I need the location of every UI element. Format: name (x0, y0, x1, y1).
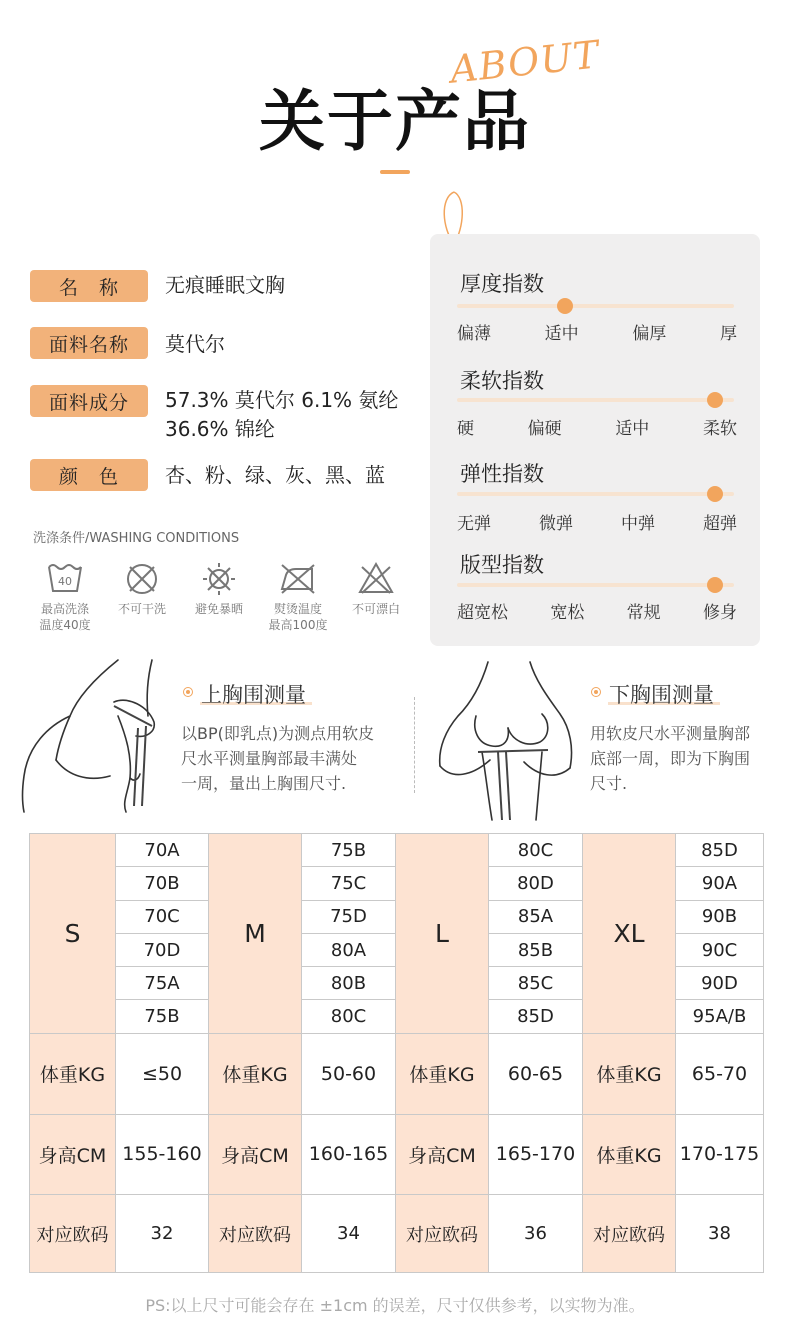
about-script-text: ABOUT (448, 32, 602, 92)
eu-value-cell: 34 (302, 1195, 396, 1273)
instruction-line: 用软皮尺水平测量胸部 (590, 724, 751, 743)
scale-label: 硬 (457, 419, 474, 439)
cup-row (30, 834, 764, 867)
height-label-cell: 身高CM (30, 1114, 116, 1195)
under-bust-instructions (590, 721, 750, 796)
cup-size-cell: 80C (302, 1000, 396, 1033)
softness-scale-labels (457, 414, 737, 439)
size-cell: L (396, 834, 489, 1034)
wash-label-line1: 不可干洗 (117, 602, 166, 616)
color-label: 颜 色 (30, 459, 148, 491)
height-value-cell: 170-175 (676, 1114, 764, 1195)
wash-item (174, 561, 264, 617)
page-title: 关于产品 (259, 83, 531, 160)
weight-label-cell: 体重KG (583, 1033, 676, 1114)
elasticity-index-title: 弹性指数 (460, 462, 544, 486)
cup-size-cell: 80D (489, 867, 583, 900)
title-divider (380, 170, 410, 174)
cup-size-cell: 75B (302, 834, 396, 867)
instruction-line: 一周，量出上胸围尺寸. (181, 774, 347, 793)
fit-slider-track (457, 583, 734, 587)
eu-label-cell: 对应欧码 (30, 1195, 116, 1273)
elasticity-level-dot (707, 486, 723, 502)
scale-label: 偏厚 (632, 324, 667, 344)
softness-slider-track (457, 398, 734, 402)
cup-size-cell: 85B (489, 933, 583, 966)
eu-value-cell: 36 (489, 1195, 583, 1273)
weight-label-cell: 体重KG (209, 1033, 302, 1114)
under-bust-title: 下胸围测量 (609, 683, 714, 707)
fabric-composition-line2: 36.6% 锦纶 (165, 417, 275, 441)
scale-label: 厚 (719, 324, 737, 344)
wash-label-line1: 避免暴晒 (194, 602, 243, 616)
under-bust-bullet-icon (591, 687, 601, 697)
footnote: PS:以上尺寸可能会存在 ±1cm 的误差，尺寸仅供参考，以实物为准。 (145, 1296, 645, 1315)
scale-label: 中弹 (621, 514, 655, 534)
height-row (30, 1114, 764, 1195)
upper-bust-bullet-icon (183, 687, 193, 697)
fabric-name-value: 莫代尔 (165, 332, 225, 356)
scale-label: 偏硬 (527, 419, 562, 439)
washing-title: 洗涤条件/WASHING CONDITIONS (33, 531, 240, 546)
scale-label: 超宽松 (457, 603, 508, 623)
no-dry-clean-icon (122, 561, 162, 597)
name-value: 无痕睡眠文胸 (165, 273, 285, 297)
upper-bust-title: 上胸围测量 (201, 683, 306, 707)
cup-size-cell: 80A (302, 933, 396, 966)
cup-size-cell: 85C (489, 967, 583, 1000)
thickness-index-title: 厚度指数 (460, 272, 544, 296)
scale-label: 适中 (615, 419, 650, 439)
fabric-composition-label: 面料成分 (30, 385, 148, 417)
weight-value-cell: 65-70 (676, 1033, 764, 1114)
cup-size-cell: 90A (676, 867, 764, 900)
eu-label-cell: 对应欧码 (396, 1195, 489, 1273)
cup-size-cell: 70D (116, 933, 209, 966)
thickness-level-dot (557, 298, 573, 314)
color-value: 杏、粉、绿、灰、黑、蓝 (165, 463, 385, 487)
elasticity-slider-track (457, 492, 734, 496)
scale-label: 柔软 (702, 419, 737, 439)
weight-value-cell: 60-65 (489, 1033, 583, 1114)
cup-size-cell: 70B (116, 867, 209, 900)
svg-text:40: 40 (58, 575, 72, 588)
cup-size-cell: 85A (489, 900, 583, 933)
avoid-sun-icon (199, 561, 239, 597)
wash-item (253, 561, 343, 633)
cup-size-cell: 95A/B (676, 1000, 764, 1033)
cup-size-cell: 80B (302, 967, 396, 1000)
fit-index-title: 版型指数 (460, 553, 544, 577)
scale-label: 适中 (544, 324, 579, 344)
name-label: 名 称 (30, 270, 148, 302)
thickness-slider-track (457, 304, 734, 308)
section-divider (414, 697, 415, 793)
eu-value-cell: 38 (676, 1195, 764, 1273)
height-label-cell: 体重KG (583, 1114, 676, 1195)
cup-size-cell: 70C (116, 900, 209, 933)
scale-label: 超弹 (703, 514, 737, 534)
softness-level-dot (707, 392, 723, 408)
wash-label-line1: 不可漂白 (351, 602, 400, 616)
height-value-cell: 165-170 (489, 1114, 583, 1195)
cup-size-cell: 90C (676, 933, 764, 966)
iron-100-icon (278, 561, 318, 597)
no-bleach-icon (356, 561, 396, 597)
height-value-cell: 155-160 (116, 1114, 209, 1195)
fabric-name-label: 面料名称 (30, 327, 148, 359)
eu-value-cell: 32 (116, 1195, 209, 1273)
height-value-cell: 160-165 (302, 1114, 396, 1195)
weight-row (30, 1033, 764, 1114)
height-label-cell: 身高CM (209, 1114, 302, 1195)
scale-label: 微弹 (539, 514, 573, 534)
cup-size-cell: 75D (302, 900, 396, 933)
eu-size-row (30, 1195, 764, 1273)
instruction-line: 尺寸. (590, 774, 628, 793)
upper-bust-figure-illustration (18, 656, 178, 816)
instruction-line: 以BP(即乳点)为测点用软皮 (181, 724, 375, 743)
wash-label-line2: 温度40度 (39, 618, 91, 632)
cup-size-cell: 75A (116, 967, 209, 1000)
height-label-cell: 身高CM (396, 1114, 489, 1195)
scale-label: 宽松 (550, 603, 585, 623)
instruction-line: 底部一周，即为下胸围 (590, 749, 751, 768)
cup-size-cell: 85D (676, 834, 764, 867)
fit-scale-labels (457, 598, 737, 623)
weight-label-cell: 体重KG (396, 1033, 489, 1114)
size-cell: XL (583, 834, 676, 1034)
cup-size-cell: 80C (489, 834, 583, 867)
cup-size-cell: 75C (302, 867, 396, 900)
eu-label-cell: 对应欧码 (209, 1195, 302, 1273)
weight-value-cell: ≤50 (116, 1033, 209, 1114)
elasticity-scale-labels (457, 509, 737, 534)
instruction-line: 尺水平测量胸部最丰满处 (181, 749, 358, 768)
softness-index-title: 柔软指数 (460, 369, 544, 393)
wash-label-line1: 最高洗涤 (40, 602, 89, 616)
wash-item (331, 561, 421, 617)
eu-label-cell: 对应欧码 (583, 1195, 676, 1273)
cup-size-cell: 75B (116, 1000, 209, 1033)
size-cell: M (209, 834, 302, 1034)
cup-size-cell: 85D (489, 1000, 583, 1033)
fit-level-dot (707, 577, 723, 593)
size-cell: S (30, 834, 116, 1034)
scale-label: 修身 (702, 603, 737, 623)
scale-label: 常规 (626, 603, 661, 623)
upper-bust-instructions (181, 721, 374, 796)
thickness-scale-labels (457, 319, 737, 344)
under-bust-figure-illustration (432, 656, 582, 822)
wash-40-icon (45, 561, 85, 597)
wash-label-line2: 最高100度 (268, 618, 328, 632)
cup-size-cell: 70A (116, 834, 209, 867)
cup-size-cell: 90D (676, 967, 764, 1000)
scale-label: 偏薄 (457, 324, 491, 344)
cup-size-cell: 90B (676, 900, 764, 933)
fabric-composition-line1: 57.3% 莫代尔 6.1% 氨纶 (165, 388, 399, 412)
scale-label: 无弹 (457, 514, 491, 534)
weight-label-cell: 体重KG (30, 1033, 116, 1114)
size-chart-table (29, 833, 764, 1273)
weight-value-cell: 50-60 (302, 1033, 396, 1114)
wash-label-line1: 熨烫温度 (273, 602, 322, 616)
